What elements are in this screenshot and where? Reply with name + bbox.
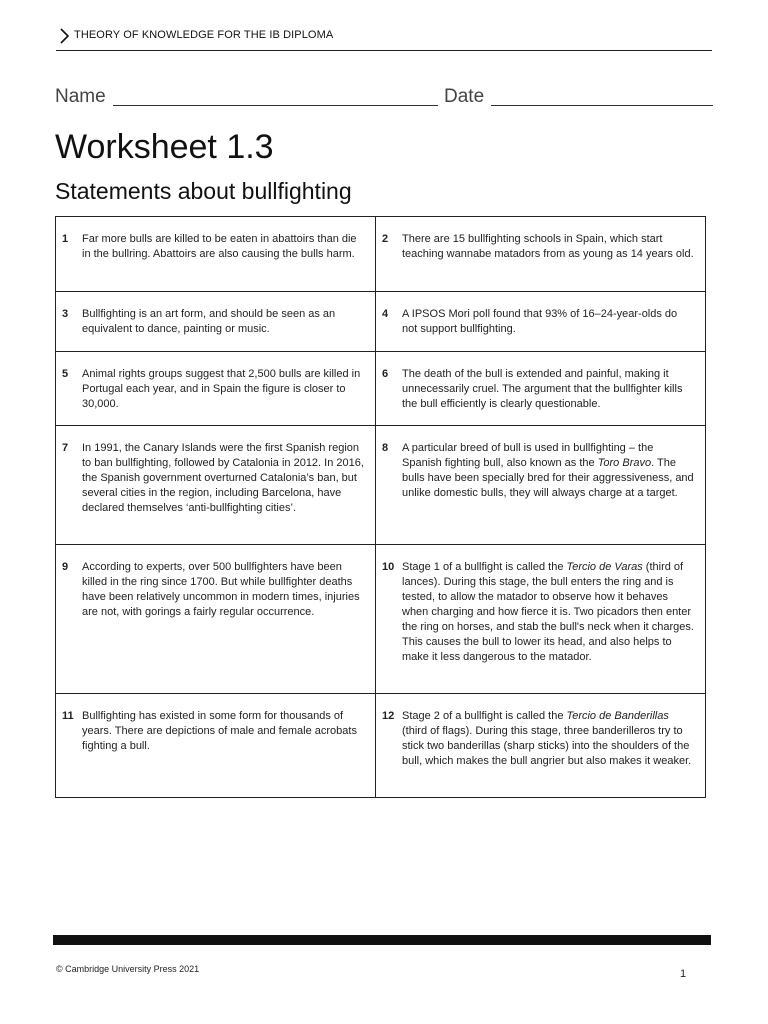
footer-bar xyxy=(53,935,711,945)
statement-text: A IPSOS Mori poll found that 93% of 16–24-year-olds do not support bullfighting. xyxy=(402,308,678,335)
statement-number: 2 xyxy=(382,233,389,245)
statement-cell xyxy=(376,426,706,545)
running-header xyxy=(56,26,712,51)
statement-cell xyxy=(376,217,706,292)
statement-text: Stage 1 of a bullfight is called the Tercio de Varas (third of lances). During this stage, the bull enters the ring and is tested, to allow the matador to observe how it behaves when charging and how fierce it is. Two picadors then enter the ring on horses, and stab the bull's neck when it charges. This causes the bull to lower its head, and also helps to make it less dangerous to the matador. xyxy=(402,561,694,663)
chevron-right-icon xyxy=(58,28,70,44)
worksheet-title: Worksheet 1.3 xyxy=(55,128,274,166)
statement-number: 4 xyxy=(382,308,389,320)
statement-number: 6 xyxy=(382,368,389,380)
statement-cell xyxy=(56,292,376,352)
statement-text: Bullfighting is an art form, and should be seen as an equivalent to dance, painting or music. xyxy=(82,308,336,335)
date-field-line[interactable] xyxy=(491,105,713,106)
statement-number: 9 xyxy=(62,561,69,573)
statement-number: 10 xyxy=(382,561,395,573)
statement-text: Bullfighting has existed in some form for thousands of years. There are depictions of male and female acrobats fighting a bull. xyxy=(82,710,357,752)
statement-cell xyxy=(56,545,376,694)
statement-number: 8 xyxy=(382,442,389,454)
statement-cell xyxy=(56,426,376,545)
name-date-row xyxy=(55,84,715,112)
statement-number: 7 xyxy=(62,442,69,454)
copyright: © Cambridge University Press 2021 xyxy=(56,964,200,974)
statement-text: Far more bulls are killed to be eaten in abattoirs than die in the bullring. Abattoirs are also causing the bulls harm. xyxy=(82,233,357,260)
statement-text: There are 15 bullfighting schools in Spain, which start teaching wannabe matadors from as young as 14 years old. xyxy=(402,233,694,260)
statement-text: Animal rights groups suggest that 2,500 bulls are killed in Portugal each year, and in Spain the figure is closer to 30,000. xyxy=(82,368,361,410)
date-label: Date xyxy=(444,86,485,107)
statement-cell xyxy=(56,694,376,798)
statement-text: A particular breed of bull is used in bullfighting – the Spanish fighting bull, also known as the Toro Bravo. The bulls have been specially bred for their aggressiveness, and unlike domestic bulls, they will always charge at a target. xyxy=(402,442,694,499)
statement-text: According to experts, over 500 bullfighters have been killed in the ring since 1700. But while bullfighter deaths have been relatively uncommon in modern times, injuries are not, with gorings a fairly regular occurrence. xyxy=(82,561,360,618)
statement-number: 5 xyxy=(62,368,69,380)
statement-number: 3 xyxy=(62,308,69,320)
statement-cell xyxy=(376,352,706,426)
name-field-line[interactable] xyxy=(113,105,438,106)
statement-number: 11 xyxy=(62,710,74,722)
statement-text: Stage 2 of a bullfight is called the Tercio de Banderillas (third of flags). During this stage, three banderilleros try to stick two banderillas (sharp sticks) into the shoulders of the bull, which makes the bull angrier but also makes it weaker. xyxy=(402,710,692,767)
page-number: 1 xyxy=(680,968,687,980)
worksheet-subtitle: Statements about bullfighting xyxy=(55,178,352,204)
statement-cell xyxy=(376,292,706,352)
statement-text: The death of the bull is extended and painful, making it unnecessarily cruel. The argument that the bullfighter kills the bull efficiently is clearly questionable. xyxy=(402,368,683,410)
statements-table xyxy=(55,216,706,798)
statement-cell xyxy=(376,694,706,798)
statement-cell xyxy=(56,217,376,292)
statement-number: 1 xyxy=(62,233,69,245)
statement-cell xyxy=(56,352,376,426)
statement-text: In 1991, the Canary Islands were the first Spanish region to ban bullfighting, followed by Catalonia in 2012. In 2016, the Spanish government overturned Catalonia’s ban, but several cities in the region, including Barcelona, have declared themselves ‘anti-bullfighting cities’. xyxy=(82,442,364,514)
statement-cell xyxy=(376,545,706,694)
header-title: THEORY OF KNOWLEDGE FOR THE IB DIPLOMA xyxy=(74,29,334,41)
statement-number: 12 xyxy=(382,710,395,722)
name-label: Name xyxy=(55,86,106,107)
